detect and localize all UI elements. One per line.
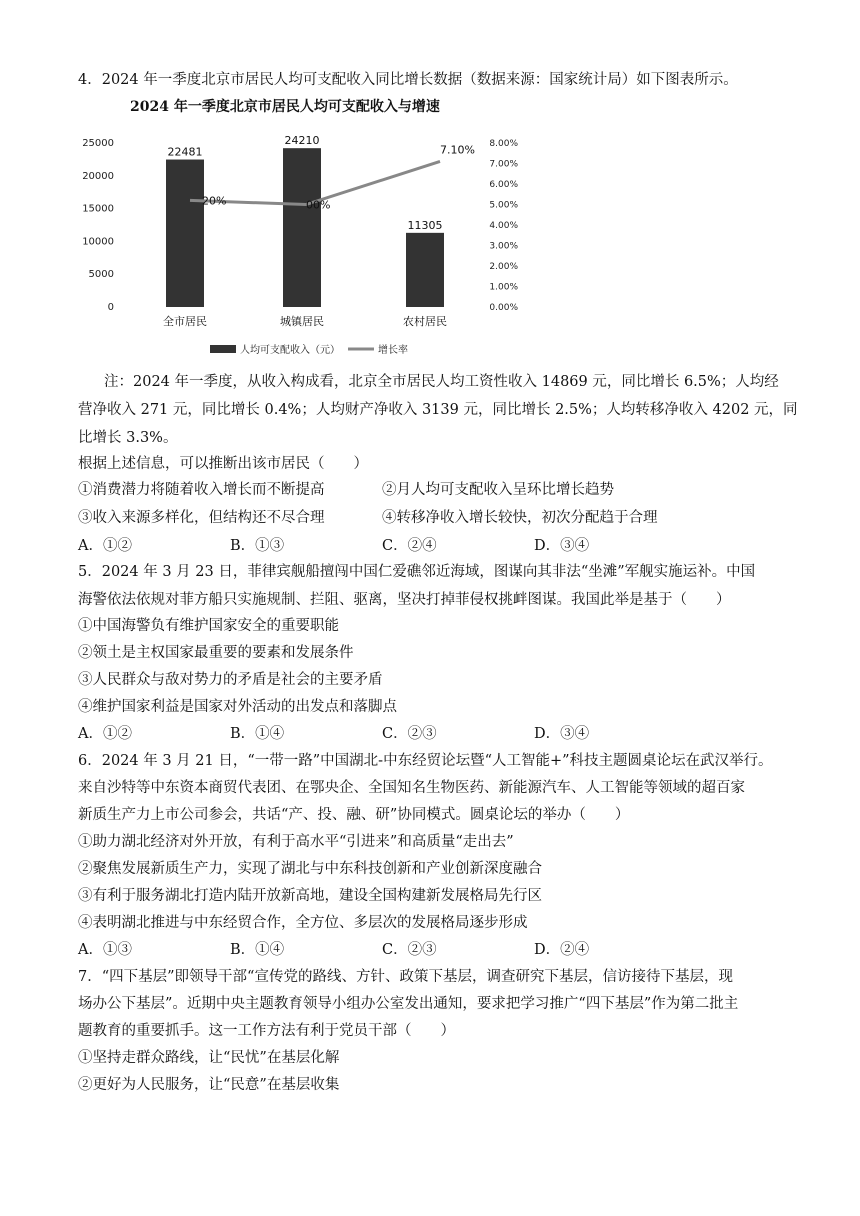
q5-statement-2: ②领土是主权国家最重要的要素和发展条件 [78, 645, 354, 661]
q4-statement-1: ①消费潜力将随着收入增长而不断提高 [78, 482, 325, 498]
bar-value-label: 11305 [407, 218, 443, 232]
q6-option-d[interactable]: D．②④ [534, 942, 590, 958]
chart-title: 2024 年一季度北京市居民人均可支配收入与增速 [130, 99, 440, 115]
q4-note-line2: 营净收入 271 元，同比增长 0.4%；人均财产净收入 3139 元，同比增长 2.5%；人均转移净收入 4202 元，同 [78, 402, 798, 418]
income-bar [283, 148, 321, 307]
income-chart [78, 125, 528, 365]
q7-statement-2: ②更好为人民服务，让“民意”在基层收集 [78, 1077, 340, 1093]
y-left-tick: 25000 [82, 138, 114, 149]
q6-option-a[interactable]: A．①③ [78, 942, 132, 958]
q5-option-c[interactable]: C．②③ [382, 726, 437, 742]
category-label: 全市居民 [163, 315, 207, 328]
q5-option-b[interactable]: B．①④ [230, 726, 285, 742]
q6-statement-3: ③有利于服务湖北打造内陆开放新高地，建设全国构建新发展格局先行区 [78, 888, 542, 904]
legend-line-label: 增长率 [378, 345, 408, 356]
y-right-tick: 5.00% [489, 200, 518, 211]
income-bar [406, 233, 444, 307]
q6-stem-line1: 6．2024 年 3 月 21 日，“一带一路”中国湖北-中东经贸论坛暨“人工智能+”科技主题圆桌论坛在武汉举行。 [78, 753, 773, 769]
q4-statement-4: ④转移净收入增长较快，初次分配趋于合理 [382, 510, 658, 526]
y-right-tick: 1.00% [489, 282, 518, 293]
y-left-tick: 5000 [88, 269, 114, 281]
q4-option-d[interactable]: D．③④ [534, 538, 590, 554]
q7-stem-line2: 场办公下基层”。近期中央主题教育领导小组办公室发出通知，要求把学习推广“四下基层”作为第二批主 [78, 996, 739, 1012]
q4-option-b[interactable]: B．①③ [230, 538, 285, 554]
y-left-tick: 20000 [82, 170, 114, 182]
q4-statement-3: ③收入来源多样化，但结构还不尽合理 [78, 510, 325, 526]
y-right-tick: 2.00% [489, 262, 518, 272]
q6-statement-1: ①助力湖北经济对外开放，有利于高水平“引进来”和高质量“走出去” [78, 834, 514, 850]
q7-stem-line1: 7．“四下基层”即领导干部“宣传党的路线、方针、政策下基层，调查研究下基层，信访接待下基层，现 [78, 969, 733, 985]
q5-stem-line2: 海警依法依规对菲方船只实施规制、拦阻、驱离，坚决打掉菲侵权挑衅图谋。我国此举是基于（ ） [78, 592, 731, 608]
q5-stem-line1: 5．2024 年 3 月 23 日，菲律宾舰船擅闯中国仁爱礁邻近海域，图谋向其非法“坐滩”军舰实施运补。中国 [78, 564, 756, 580]
y-right-tick: 7.00% [489, 159, 518, 170]
y-left-tick: 0 [107, 302, 114, 313]
q4-stem: 4．2024 年一季度北京市居民人均可支配收入同比增长数据（数据来源：国家统计局）如下图表所示。 [78, 72, 738, 88]
y-left-tick: 15000 [82, 203, 114, 215]
q4-statement-2: ②月人均可支配收入呈环比增长趋势 [382, 482, 614, 498]
q7-statement-1: ①坚持走群众路线，让“民忧”在基层化解 [78, 1050, 340, 1066]
y-left-tick: 10000 [82, 236, 114, 248]
rate-value-label: 20% [202, 194, 227, 208]
q6-statement-2: ②聚焦发展新质生产力，实现了湖北与中东科技创新和产业创新深度融合 [78, 861, 542, 877]
q5-option-d[interactable]: D．③④ [534, 726, 590, 742]
income-bar [166, 160, 204, 307]
bar-value-label: 22481 [167, 145, 203, 159]
q6-option-b[interactable]: B．①④ [230, 942, 285, 958]
q5-option-a[interactable]: A．①② [78, 726, 132, 742]
q6-stem-line3: 新质生产力上市公司参会，共话“产、投、融、研”协同模式。圆桌论坛的举办（ ） [78, 807, 630, 823]
bar-value-label: 24210 [284, 134, 320, 148]
category-label: 农村居民 [403, 315, 447, 328]
q4-note-line1: 注：2024 年一季度，从收入构成看，北京全市居民人均工资性收入 14869 元，同比增长 6.5%；人均经 [104, 374, 779, 390]
y-right-tick: 8.00% [489, 139, 518, 149]
rate-value-label: 7.10% [440, 143, 475, 157]
q6-option-c[interactable]: C．②③ [382, 942, 437, 958]
q5-statement-3: ③人民群众与敌对势力的矛盾是社会的主要矛盾 [78, 672, 383, 688]
y-right-tick: 3.00% [489, 241, 518, 252]
q5-statement-4: ④维护国家利益是国家对外活动的出发点和落脚点 [78, 699, 397, 715]
y-right-tick: 4.00% [489, 221, 518, 231]
legend-bar-swatch [210, 345, 236, 353]
q4-option-c[interactable]: C．②④ [382, 538, 437, 554]
q7-stem-line3: 题教育的重要抓手。这一工作方法有利于党员干部（ ） [78, 1023, 455, 1039]
legend-bar-label: 人均可支配收入（元） [240, 345, 340, 356]
q6-stem-line2: 来自沙特等中东资本商贸代表团、在鄂央企、全国知名生物医药、新能源汽车、人工智能等领域的超百家 [78, 780, 745, 796]
category-label: 城镇居民 [280, 315, 324, 328]
q5-statement-1: ①中国海警负有维护国家安全的重要职能 [78, 618, 339, 634]
y-right-tick: 6.00% [489, 180, 518, 190]
rate-value-label: 00% [306, 198, 331, 212]
q4-option-a[interactable]: A．①② [78, 538, 132, 554]
q4-note-line3: 比增长 3.3%。 [78, 430, 178, 446]
q4-ask: 根据上述信息，可以推断出该市居民（ ） [78, 456, 368, 472]
q6-statement-4: ④表明湖北推进与中东经贸合作，全方位、多层次的发展格局逐步形成 [78, 915, 528, 931]
y-right-tick: 0.00% [489, 303, 518, 313]
